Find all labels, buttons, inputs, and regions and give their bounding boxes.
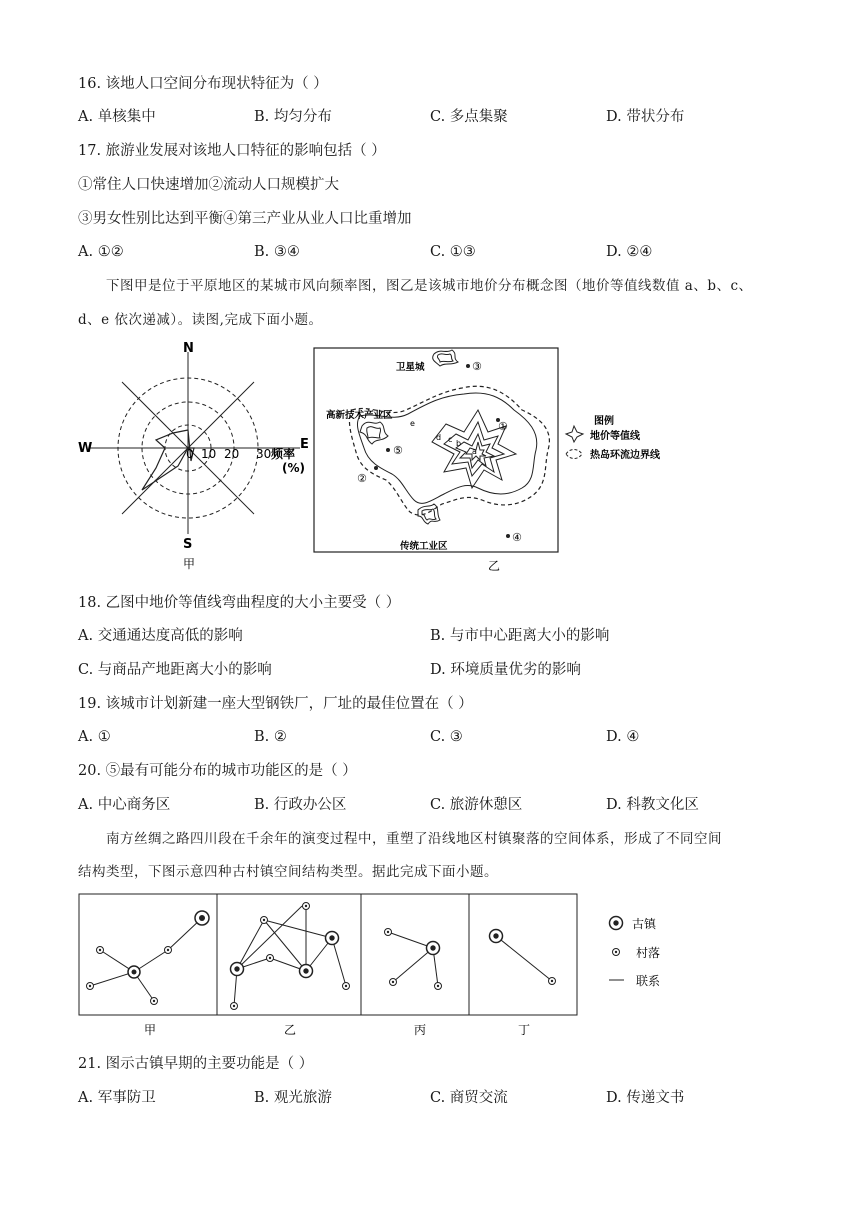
q17-option-a[interactable]: A. ①②	[78, 244, 124, 260]
q20-option-c[interactable]: C. 旅游休憩区	[430, 797, 523, 813]
intro2-line1: 南方丝绸之路四川段在千余年的演变过程中，重塑了沿线地区村镇聚落的空间体系，形成了不同空间	[106, 831, 722, 847]
figure-wind-land-price	[70, 338, 790, 578]
q17-stem: 17. 旅游业发展对该地人口特征的影响包括（ ）	[78, 143, 386, 159]
satellite-town-label: 卫星城	[396, 362, 425, 373]
wind-rose-scale-0: 0	[186, 447, 194, 461]
q18-option-c[interactable]: C. 与商品产地距离大小的影响	[78, 662, 272, 678]
contour-letter-a: a	[472, 447, 477, 456]
q21-option-c[interactable]: C. 商贸交流	[430, 1090, 508, 1106]
land-price-caption: 乙	[488, 559, 501, 573]
panel-caption-bing: 丙	[414, 1023, 427, 1037]
q20-option-a[interactable]: A. 中心商务区	[78, 797, 171, 813]
contour-letter-c: c	[448, 435, 453, 444]
q21-option-b[interactable]: B. 观光旅游	[254, 1090, 332, 1106]
intro2-line2: 结构类型，下图示意四种古村镇空间结构类型。据此完成下面小题。	[78, 864, 498, 880]
q16-option-b[interactable]: B. 均匀分布	[254, 109, 332, 125]
legend-town-label: 古镇	[632, 917, 657, 931]
contour-letter-e: e	[410, 419, 415, 428]
panel-bing-network	[388, 932, 438, 986]
traditional-zone-label: 传统工业区	[400, 541, 448, 552]
q18-option-b[interactable]: B. 与市中心距离大小的影响	[430, 628, 610, 644]
wind-rose-west: W	[78, 441, 93, 456]
wind-rose-unit: (%)	[282, 461, 305, 475]
legend-link-label: 联系	[636, 974, 661, 988]
q21-option-a[interactable]: A. 军事防卫	[78, 1090, 156, 1106]
q17-option-c[interactable]: C. ①③	[430, 244, 476, 260]
q17-option-b[interactable]: B. ③④	[254, 244, 300, 260]
legend-title: 图例	[594, 416, 614, 427]
intro1-line2: d、e 依次递减）。读图,完成下面小题。	[78, 312, 323, 328]
q18-option-a[interactable]: A. 交通通达度高低的影响	[78, 628, 243, 644]
land-price-map	[314, 348, 558, 552]
q18-stem: 18. 乙图中地价等值线弯曲程度的大小主要受（ ）	[78, 595, 401, 611]
panel-caption-ding: 丁	[518, 1023, 531, 1037]
wind-rose-scale-30: 30	[256, 447, 272, 461]
marker-1: ①	[498, 420, 508, 433]
wind-rose-scale-10: 10	[201, 447, 217, 461]
legend-heat-island-icon	[566, 450, 582, 459]
legend-contour-label: 地价等值线	[590, 431, 640, 442]
panel-bing-nodes	[385, 929, 442, 990]
hitech-zone-label: 高新技术产业区	[326, 410, 393, 421]
legend-village-label: 村落	[636, 946, 661, 960]
legend-contour-icon	[566, 426, 583, 442]
wind-rose-scale-20: 20	[224, 447, 240, 461]
marker-5: ⑤	[393, 444, 403, 457]
contour-letter-d: d	[436, 433, 442, 442]
q19-option-b[interactable]: B. ②	[254, 729, 287, 745]
q16-option-a[interactable]: A. 单核集中	[78, 109, 156, 125]
q16-option-c[interactable]: C. 多点集聚	[430, 109, 508, 125]
q20-option-b[interactable]: B. 行政办公区	[254, 797, 347, 813]
legend-heat-island-label: 热岛环流边界线	[590, 450, 660, 461]
wind-rose-chart	[90, 352, 300, 534]
q19-option-d[interactable]: D. ④	[606, 729, 640, 745]
intro1-line1: 下图甲是位于平原地区的某城市风向频率图，图乙是该城市地价分布概念图（地价等值线数值 a、b、c、	[106, 278, 753, 294]
marker-4: ④	[512, 531, 522, 544]
wind-rose-east: E	[300, 437, 309, 452]
q19-option-c[interactable]: C. ③	[430, 729, 463, 745]
wind-rose-freq-label: 频率	[271, 447, 296, 461]
wind-rose-south: S	[183, 537, 193, 552]
panel-jia-network	[90, 918, 202, 1001]
q20-stem: 20. ⑤最有可能分布的城市功能区的是（ ）	[78, 763, 357, 779]
q20-option-d[interactable]: D. 科教文化区	[606, 797, 699, 813]
q19-option-a[interactable]: A. ①	[78, 729, 111, 745]
q17-statement-line2: ③男女性别比达到平衡④第三产业从业人口比重增加	[78, 211, 412, 227]
panel-jia-nodes	[87, 911, 210, 1005]
q17-option-d[interactable]: D. ②④	[606, 244, 653, 260]
q21-option-d[interactable]: D. 传递文书	[606, 1090, 685, 1106]
figure-settlement-structures	[70, 890, 710, 1042]
panel-caption-yi: 乙	[284, 1023, 297, 1037]
wind-rose-caption: 甲	[183, 557, 196, 571]
q19-stem: 19. 该城市计划新建一座大型钢铁厂，厂址的最佳位置在（ ）	[78, 696, 473, 712]
q16-option-d[interactable]: D. 带状分布	[606, 109, 685, 125]
panel-yi-nodes	[231, 903, 350, 1010]
q18-option-d[interactable]: D. 环境质量优劣的影响	[430, 662, 581, 678]
panel-caption-jia: 甲	[144, 1023, 157, 1037]
q21-stem: 21. 图示古镇早期的主要功能是（ ）	[78, 1056, 314, 1072]
marker-2: ②	[357, 472, 367, 485]
panel-yi-network	[234, 906, 346, 1006]
marker-3: ③	[472, 360, 482, 373]
contour-letter-b: b	[456, 439, 462, 448]
panel-ding-network	[496, 936, 552, 981]
wind-rose-north: N	[183, 341, 194, 356]
q17-statement-line1: ①常住人口快速增加②流动人口规模扩大	[78, 177, 339, 193]
q16-stem: 16. 该地人口空间分布现状特征为（ ）	[78, 76, 328, 92]
